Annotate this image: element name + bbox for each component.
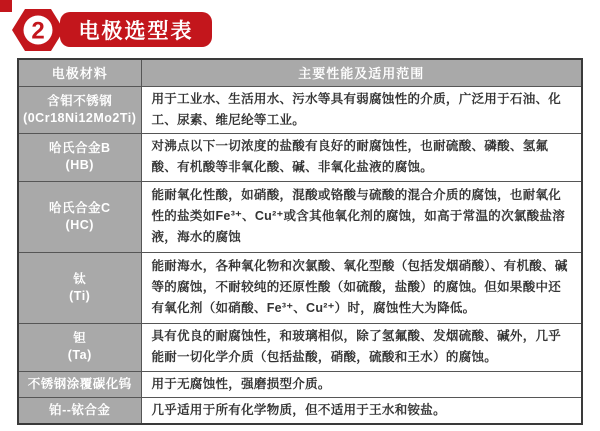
- table-row: [18, 323, 582, 371]
- description-cell: 几乎适用于所有化学物质，但不适用于王水和铵盐。: [141, 397, 582, 424]
- material-name: 不锈钢涂覆碳化钨: [27, 376, 132, 391]
- material-cell: [18, 323, 141, 371]
- material-cell: [18, 252, 141, 323]
- material-subname: (0Cr18Ni12Mo2Ti): [23, 110, 137, 125]
- material-name: 铂--铱合金: [49, 402, 111, 417]
- page-title: 电极选型表: [60, 12, 212, 47]
- electrode-selection-table: [17, 58, 583, 425]
- badge-number: 2: [31, 17, 45, 45]
- table-row: [18, 397, 582, 424]
- description-cell: 用于工业水、生活用水、污水等具有弱腐蚀性的介质，广泛用于石油、化工、尿素、维尼纶等工业。: [141, 86, 582, 133]
- material-name: 钛: [73, 271, 87, 286]
- column-header-material: 电极材料: [18, 59, 141, 86]
- description-cell: 具有优良的耐腐蚀性，和玻璃相似，除了氢氟酸、发烟硫酸、碱外，几乎能耐一切化学介质（包括盐酸，硝酸，硫酸和王水）的腐蚀。: [141, 323, 582, 371]
- table-header-row: [18, 59, 582, 86]
- table-row: [18, 86, 582, 133]
- material-name: 哈氏合金C: [48, 200, 111, 215]
- hexagon-number-badge-icon: [12, 7, 64, 53]
- material-cell: [18, 86, 141, 133]
- material-cell: [18, 371, 141, 397]
- column-header-performance: 主要性能及适用范围: [141, 59, 582, 86]
- description-cell: 能耐氧化性酸，如硝酸，混酸或铬酸与硫酸的混合介质的腐蚀，也耐氧化性的盐类如Fe³⁺、Cu²⁺或含其他氧化剂的腐蚀，如高于常温的次氯酸盐溶液，海水的腐蚀: [141, 181, 582, 252]
- material-subname: (HB): [65, 158, 94, 172]
- material-cell: [18, 133, 141, 181]
- description-cell: 能耐海水，各种氧化物和次氯酸、氧化型酸（包括发烟硝酸）、有机酸、碱等的腐蚀，不耐较纯的还原性酸（如硫酸，盐酸）的腐蚀。但如果酸中还有氧化剂（如硝酸、Fe³⁺、Cu²⁺）时，腐蚀性大为降低。: [141, 252, 582, 323]
- material-cell: [18, 397, 141, 424]
- corner-square-decoration: [0, 0, 12, 12]
- table-row: [18, 371, 582, 397]
- table-row: [18, 133, 582, 181]
- table-row: [18, 181, 582, 252]
- material-name: 含钼不锈钢: [47, 93, 113, 108]
- material-name: 钽: [73, 331, 87, 345]
- description-cell: 用于无腐蚀性，强磨损型介质。: [141, 371, 582, 397]
- material-cell: [18, 181, 141, 252]
- description-cell: 对沸点以下一切浓度的盐酸有良好的耐腐蚀性，也耐硫酸、磷酸、氢氟酸、有机酸等非氧化酸、碱、非氧化盐液的腐蚀。: [141, 133, 582, 181]
- material-subname: (HC): [65, 217, 94, 232]
- table-row: [18, 252, 582, 323]
- material-subname: (Ta): [67, 348, 92, 362]
- material-name: 哈氏合金B: [48, 141, 111, 155]
- material-subname: (Ti): [69, 288, 91, 303]
